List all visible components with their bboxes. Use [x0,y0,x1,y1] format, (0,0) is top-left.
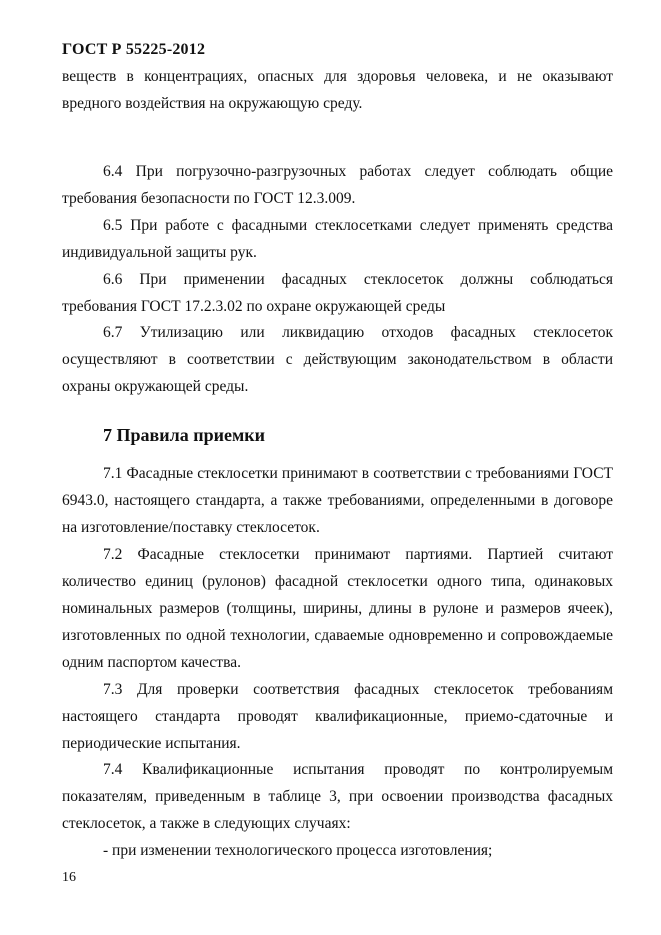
paragraph-6-6: 6.6 При применении фасадных стеклосеток должны соблюдаться требования ГОСТ 17.2.3.02 по охране окружающей среды [62,271,613,315]
section-heading: 7 Правила приемки [103,425,265,445]
document-header: ГОСТ Р 55225-2012 [62,41,206,58]
paragraph-7-4: 7.4 Квалификационные испытания проводят по контролируемым показателям, приведенным в таблице 3, при освоении производства фасадных стеклосеток, а также в следующих случаях: [62,761,613,832]
paragraph-7-3: 7.3 Для проверки соответствия фасадных стеклосеток требованиям настоящего стандарта проводят квалификационные, приемо-сдаточные и периодические испытания. [62,681,613,752]
paragraph-6-4: 6.4 При погрузочно-разгрузочных работах следует соблюдать общие требования безопасности по ГОСТ 12.3.009. [62,163,613,207]
paragraph-6-7: 6.7 Утилизацию или ликвидацию отходов фасадных стеклосеток осуществляют в соответствии с действующим законодательством в области охраны окружающей среды. [62,324,613,395]
paragraph-7-1: 7.1 Фасадные стеклосетки принимают в соответствии с требованиями ГОСТ 6943.0, настоящего стандарта, а также требованиями, определенными в договоре на изготовление/поставку стеклосеток. [62,465,613,536]
paragraph-7-2: 7.2 Фасадные стеклосетки принимают партиями. Партией считают количество единиц (рулонов) фасадной стеклосетки одного типа, одинаковых номинальных размеров (толщины, ширины, длины в рулоне и размеров ячеек), изготовленных по одной технологии, сдаваемые одновременно и сопровождаемые одним паспортом качества. [62,546,613,671]
list-item: - при изменении технологического процесса изготовления; [103,842,493,859]
paragraph-6-5: 6.5 При работе с фасадными стеклосетками следует применять средства индивидуальной защиты рук. [62,217,613,261]
paragraph-continuation: веществ в концентрациях, опасных для здоровья человека, и не оказывают вредного воздействия на окружающую среду. [62,68,613,112]
page-number: 16 [62,870,76,885]
